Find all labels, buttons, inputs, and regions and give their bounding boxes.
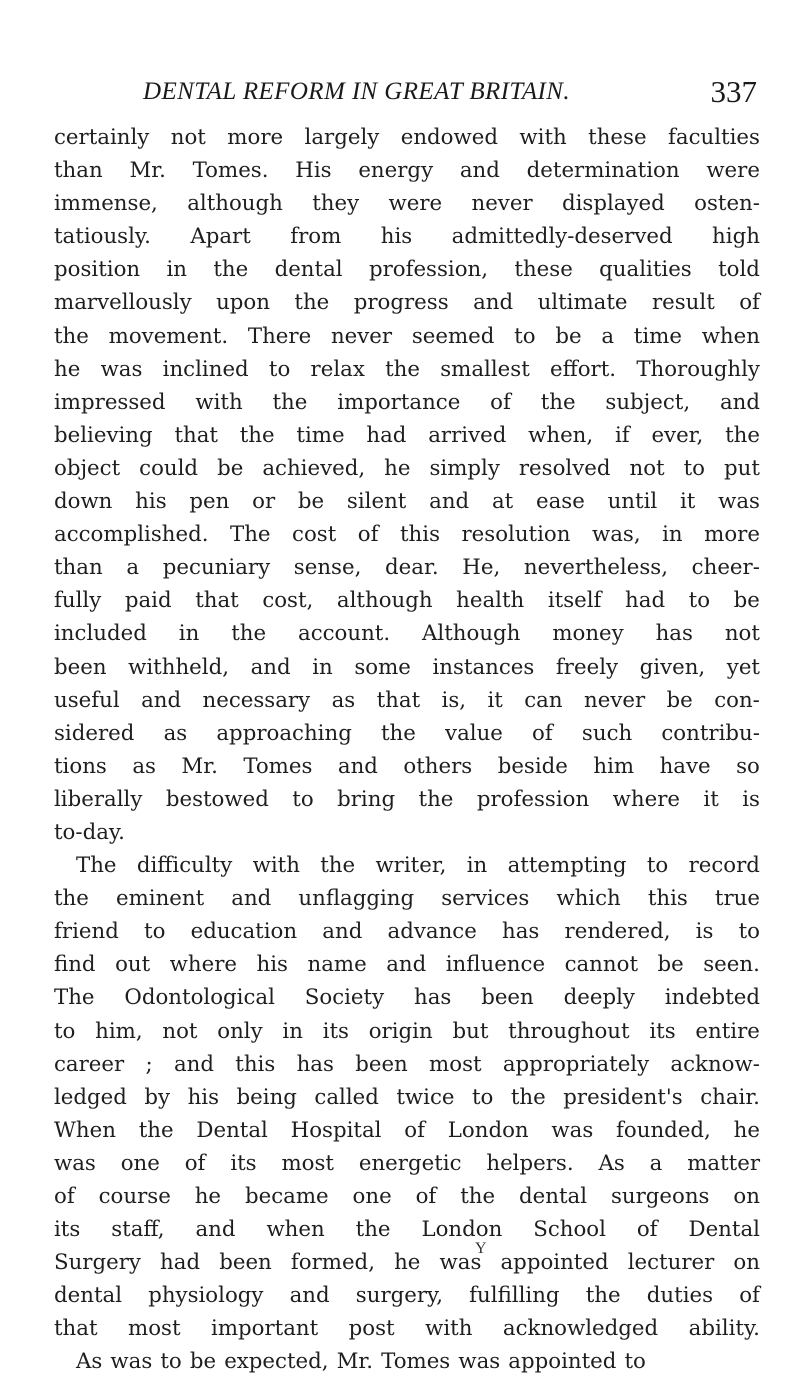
text-line: included in the account. Although money has not (54, 621, 760, 647)
text-line: As was to be expected, Mr. Tomes was appointed to (76, 1349, 646, 1375)
text-line: ledged by his being called twice to the president's chair. (54, 1084, 760, 1110)
text-line: tatiously. Apart from his admittedly-deserved high (54, 224, 760, 250)
text-line: tions as Mr. Tomes and others beside him have so (54, 753, 760, 779)
text-line: the movement. There never seemed to be a time when (54, 323, 760, 349)
text-line: to him, not only in its origin but throughout its entire (54, 1018, 760, 1044)
text-line: was one of its most energetic helpers. As a matter (54, 1150, 760, 1176)
text-line: accomplished. The cost of this resolution was, in more (54, 522, 760, 548)
text-line: he was inclined to relax the smallest effort. Thoroughly (54, 356, 760, 382)
text-line: the eminent and unflagging services which this true (54, 886, 760, 912)
text-line: fully paid that cost, although health itself had to be (54, 588, 760, 614)
text-line: friend to education and advance has rendered, is to (54, 919, 760, 945)
text-line: of course he became one of the dental surgeons on (54, 1184, 760, 1209)
running-head (143, 74, 757, 114)
text-line: marvellously upon the progress and ultimate result of (54, 290, 760, 316)
text-line: career ; and this has been most appropriately acknow- (54, 1051, 760, 1077)
text-line: been withheld, and in some instances freely given, yet (54, 654, 760, 680)
text-line: immense, although they were never displayed osten- (54, 191, 760, 217)
text-line: useful and necessary as that is, it can never be con- (54, 687, 760, 713)
text-line: position in the dental profession, these qualities told (54, 257, 760, 283)
text-line: Surgery had been formed, he was appointed lecturer on (54, 1250, 760, 1276)
text-line: believing that the time had arrived when, if ever, the (54, 422, 760, 448)
page-number: 337 (710, 74, 757, 109)
text-line: The difficulty with the writer, in attempting to record (76, 853, 760, 879)
text-line: certainly not more largely endowed with these faculties (54, 125, 760, 150)
text-line: liberally bestowed to bring the profession where it is (54, 786, 760, 812)
text-line: When the Dental Hospital of London was founded, he (54, 1117, 760, 1143)
text-line: sidered as approaching the value of such contribu- (54, 720, 760, 746)
text-line: The Odontological Society has been deeply indebted (54, 985, 760, 1011)
text-line: find out where his name and influence cannot be seen. (54, 952, 760, 978)
signature-mark: Y (475, 1240, 487, 1257)
text-line: object could be achieved, he simply resolved not to put (54, 455, 760, 481)
text-line: impressed with the importance of the subject, and (54, 389, 760, 415)
text-line: dental physiology and surgery, fulfilling the duties of (54, 1283, 760, 1309)
text-line: than Mr. Tomes. His energy and determination were (54, 158, 760, 184)
text-line: down his pen or be silent and at ease until it was (54, 489, 760, 515)
text-line: to-day. (54, 819, 125, 845)
body-text (54, 121, 760, 1379)
text-line: its staff, and when the London School of Dental (54, 1217, 760, 1243)
running-head-title: DENTAL REFORM IN GREAT BRITAIN. (143, 78, 570, 105)
text-line: that most important post with acknowledged ability. (54, 1316, 760, 1342)
text-line: than a pecuniary sense, dear. He, nevertheless, cheer- (54, 555, 760, 581)
